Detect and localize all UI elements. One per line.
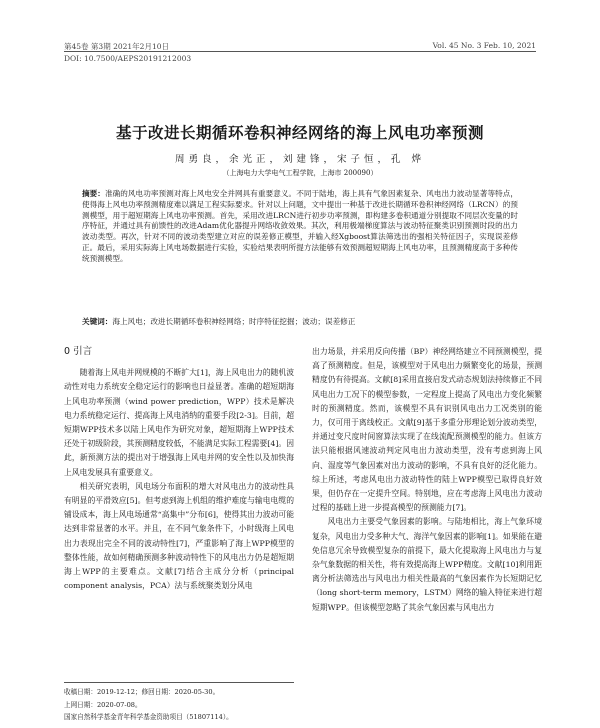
- paragraph: 出力场景，并采用反向传播（BP）神经网络建立不同预测模型，提高了预测精度。但是，该模型对于风电出力频繁变化的场景，预测精度仍有待提高。文献[8]采用直接启发式动态规划法持续修正不同风电出力工况下的模型参数，一定程度上提高了风电出力变化频繁时的预测精度。然而，该模型不具有识别风电出力工况类别的能力，仅可用于离线校正。文献[9]基于多重分形理论划分波动类型，并通过变尺度时间窗算法实现了在线流配预测模型的能力。但该方法只能根据风速波动判定风电出力波动类型，没有考虑到海上风向、湿度等气象因素对出力波动的影响，不具有良好的泛化能力。综上所述，考虑风电出力波动特性的陆上WPP模型已取得良好效果，但仍存在一定提升空间。特别地，应在考虑海上风电出力波动过程的基础上进一步提高模型的预测能力[7]。: [312, 347, 542, 513]
- footnote-funding: 国家自然科学基金青年科学基金资助项目（51807114）。: [64, 713, 233, 722]
- paragraph: 随着海上风电并网规模的不断扩大[1]，海上风电出力的随机波动性对电力系统安全稳定运行的影响也日益显著。准确的超短期海上风电功率预测（wind power prediction，WPP）技术是解决电力系统稳定运行、提高海上风电消纳的重要手段[2-3]。目前，超短期WPP技术多以陆上风电作为研究对象，超短期海上WPP技术还处于初级阶段，其预测精度较低，不能满足实际工程需要[4]。因此，新预测方法的提出对于增强海上风电并网的安全性以及加快海上风电发展具有重要意义。: [64, 368, 294, 477]
- abstract-text: 准确的风电功率预测对海上风电安全并网具有重要意义。不同于陆地，海上具有气象因素复杂、风电出力波动显著等特点，使得海上风电功率预测精度难以满足工程实际要求。针对以上问题，文中提出一种基于改进长期循环卷积神经网络（LRCN）的预测模型，用于超短期海上风电功率预测。首先，采用改进LRCN进行初步功率预测，即构建多卷积通道分别提取不同层次变量的时序特征，并通过具有前馈性的改进Adam优化器提升网络收敛效果。其次，利用极端梯度算法与波动特征聚类识别预测时段的出力波动类型。再次，针对不同的波动类型建立对应的误差修正模型，并输入经Xgboost算法筛选出的强相关特征因子，实现误差修正。最后，采用实际海上风电场数据进行实验，实验结果表明所提方法能够有效预测超短期海上风电功率，且预测精度高于多种传统预测模型。: [82, 189, 518, 263]
- abstract-label: 摘要：: [82, 189, 105, 198]
- authors: 周勇良，余光正，刘建锋，宋子恒，孔 烨: [174, 154, 426, 165]
- paper-title: 基于改进长期循环卷积神经网络的海上风电功率预测: [115, 124, 484, 142]
- keywords-text: 海上风电；改进长期循环卷积神经网络；时序特征挖掘；波动；误差修正: [112, 317, 356, 326]
- paragraph: 相关研究表明，风电场分布面积的增大对风电出力的波动性具有明显的平滑效应[5]。但考虑到海上机组的维护难度与输电电缆的铺设成本，海上风电场通常“高集中”分布[6]，使得其出力波动可能达到非常显著的水平。并且，在不同气象条件下，小时级海上风电出力表现出完全不同的波动特性[7]，严重影响了海上WPP模型的整体性能，故如何精确预测多种波动特性下的风电出力仍是超短期海上WPP的主要难点。文献[7]结合主成分分析（principal component analysis，PCA）法与系统聚类划分风电: [64, 481, 294, 591]
- footnote-received: 收稿日期：2019-12-12；修回日期：2020-05-30。: [64, 688, 220, 696]
- abstract: [82, 189, 518, 265]
- journal-issue-header: 第45卷 第3期 2021年2月10日: [64, 42, 169, 51]
- doi: DOI: 10.7500/AEPS20191212003: [64, 54, 192, 63]
- section-heading: 0 引言: [64, 346, 93, 357]
- footnotes: [64, 686, 300, 724]
- paragraph: 风电出力主要受气象因素的影响。与陆地相比，海上气象环境复杂，风电出力受多种大气、海洋气象因素的影响[1]。如果能在避免信息冗余导致模型复杂的前提下，最大化提取海上风电出力与复杂气象数据的相关性，将有效提高海上WPP精度。文献[10]利用距离分析法筛选出与风电出力相关性最高的气象因素作为长短期记忆（long short-term memory，LSTM）网络的输入特征来进行超短期WPP。但该模型忽略了其余气象因素与风电出力: [312, 517, 542, 612]
- affiliation: （上海电力大学电气工程学院，上海市 200090）: [222, 169, 378, 177]
- left-column: [64, 345, 294, 593]
- footnote-divider: [64, 682, 294, 683]
- header-divider: [64, 51, 536, 52]
- journal-issue-header-en: Vol. 45 No. 3 Feb. 10, 2021: [432, 41, 536, 50]
- right-column: [312, 345, 542, 615]
- keywords: [82, 317, 518, 328]
- keywords-label: 关键词：: [82, 317, 113, 326]
- footnote-online: 上网日期：2020-07-08。: [64, 700, 142, 709]
